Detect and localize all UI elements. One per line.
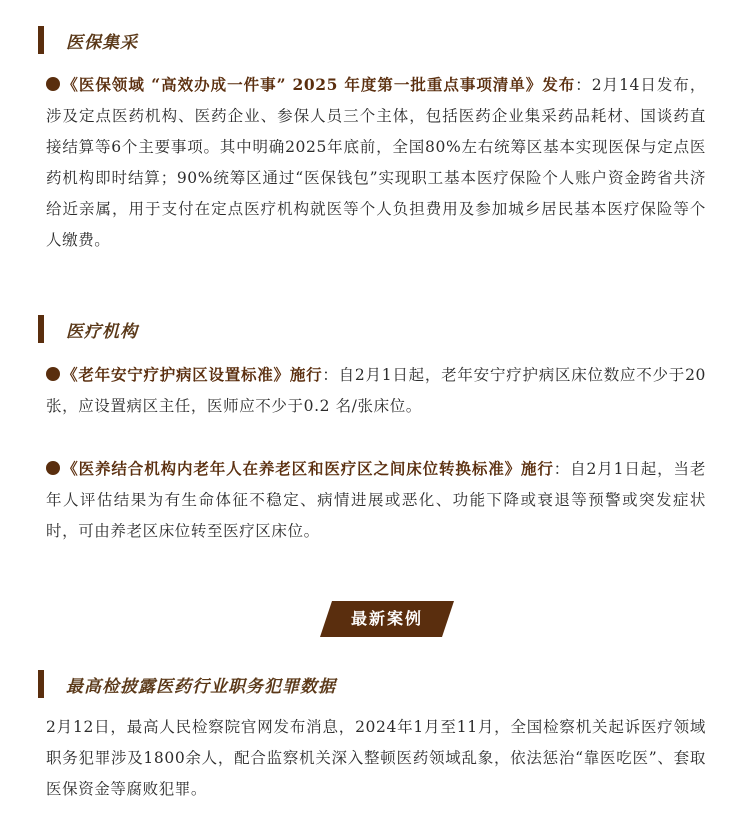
news-item bbox=[46, 359, 706, 422]
case-header bbox=[38, 670, 336, 698]
section-header-medical-insurance bbox=[38, 26, 138, 54]
news-item-heading: 《医养结合机构内老年人在养老区和医疗区之间床位转换标准》施行 bbox=[62, 459, 554, 478]
banner-label: 最新案例 bbox=[350, 609, 423, 628]
news-item-heading: 《医保领域 “高效办成一件事” 2025 年度第一批重点事项清单》发布 bbox=[62, 75, 576, 94]
bullet-dot-icon bbox=[46, 461, 60, 475]
case-body: 2月12日，最高人民检察院官网发布消息，2024年1月至11月，全国检察机关起诉医疗领域职务犯罪涉及1800余人，配合监察机关深入整顿医药领域乱象，依法惩治“靠医吃医”、套取医保资金等腐败犯罪。 bbox=[46, 718, 706, 798]
news-item-body: ：2月14日发布，涉及定点医药机构、医药企业、参保人员三个主体，包括医药企业集采药品耗材、国谈药直接结算等6个主要事项。其中明确2025年底前，全国80%左右统筹区基本实现医保与定点医药机构即时结算；90%统筹区通过“医保钱包”实现职工基本医疗保险个人账户资金跨省共济给近亲属，用于支付在定点医疗机构就医等个人负担费用及参加城乡居民基本医疗保险等个人缴费。 bbox=[46, 76, 706, 249]
section-accent-bar bbox=[38, 26, 44, 54]
latest-cases-banner bbox=[320, 601, 454, 637]
section-accent-bar bbox=[38, 670, 44, 698]
news-item-body: ：自2月1日起，当老年人评估结果为有生命体征不稳定、病情进展或恶化、功能下降或衰退等预警或突发症状时，可由养老区床位转至医疗区床位。 bbox=[46, 460, 706, 540]
news-item-heading: 《老年安宁疗护病区设置标准》施行 bbox=[62, 365, 323, 384]
section-header-medical-institutions bbox=[38, 315, 138, 343]
case-title: 最高检披露医药行业职务犯罪数据 bbox=[66, 676, 336, 697]
news-item-body: ：自2月1日起，老年安宁疗护病区床位数应不少于20张，应设置病区主任，医师应不少于0.2 名/张床位。 bbox=[46, 366, 706, 415]
section-accent-bar bbox=[38, 315, 44, 343]
news-item bbox=[46, 453, 706, 547]
section-title: 医保集采 bbox=[66, 32, 138, 53]
news-item bbox=[46, 69, 706, 256]
section-title: 医疗机构 bbox=[66, 321, 138, 342]
bullet-dot-icon bbox=[46, 77, 60, 91]
bullet-dot-icon bbox=[46, 367, 60, 381]
